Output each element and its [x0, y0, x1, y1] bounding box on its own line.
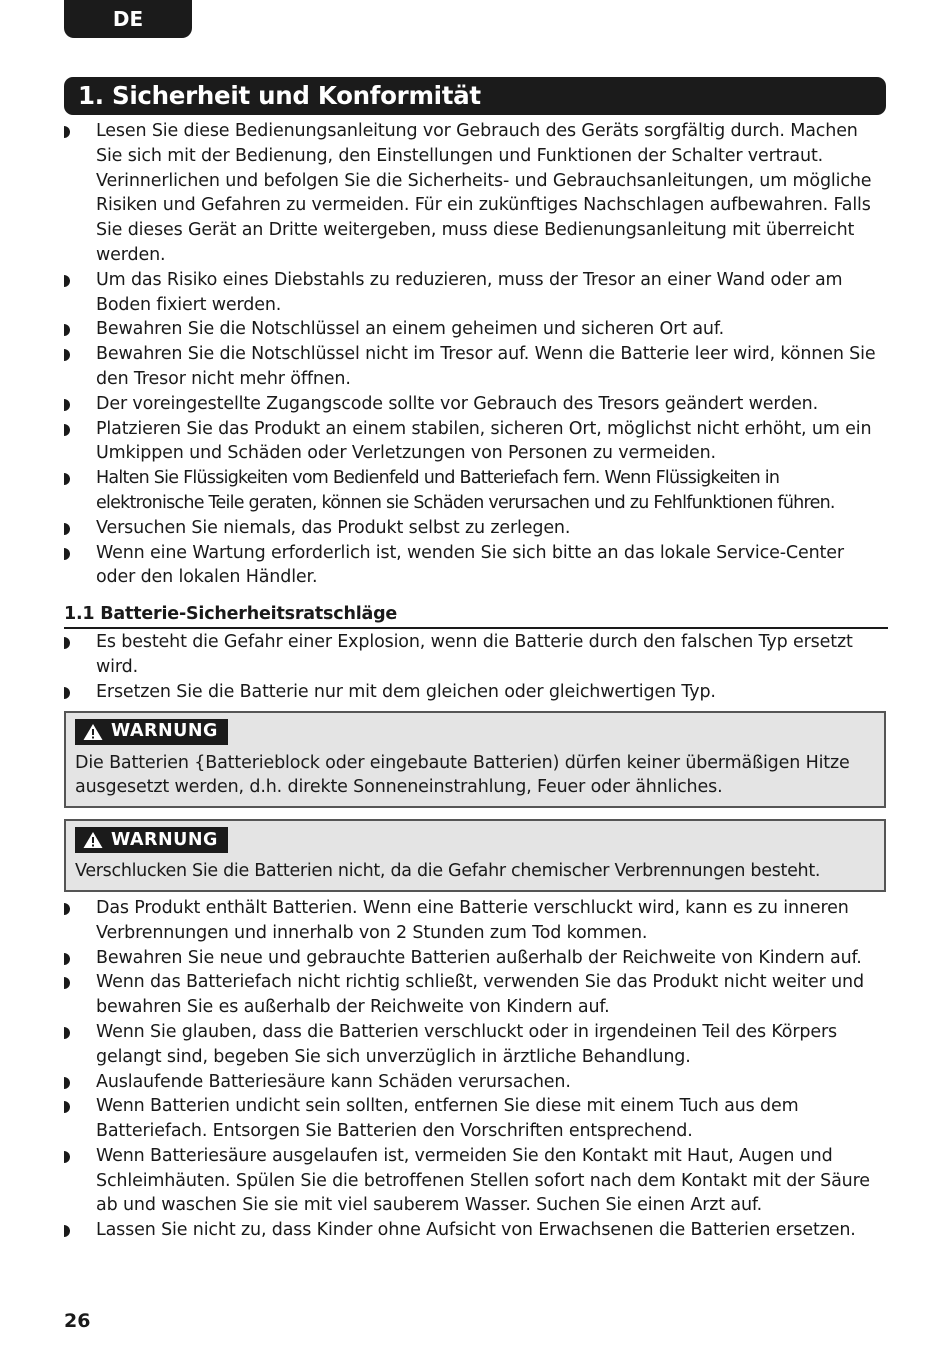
list-item	[64, 317, 888, 342]
list-item	[64, 541, 888, 591]
list-item	[64, 342, 888, 392]
language-tab: DE	[64, 0, 192, 38]
warning-box	[64, 819, 886, 892]
list-item	[64, 1020, 888, 1070]
bullet-icon	[64, 1077, 70, 1089]
list-item-text: Das Produkt enthält Batterien. Wenn eine Batterie verschluckt wird, kann es zu inneren Verbrennungen und innerhalb von 2 Stunden zum Tod kommen.	[96, 897, 849, 943]
bullet-icon	[64, 637, 70, 649]
list-item-text: Platzieren Sie das Produkt an einem stabilen, sicheren Ort, möglichst nicht erhöht, um ein Umkippen und Schäden oder Verletzungen von Personen zu vermeiden.	[96, 418, 872, 464]
list-item	[64, 516, 888, 541]
warning-label-text: WARNUNG	[111, 829, 218, 850]
battery-section-heading: 1.1 Batterie-Sicherheitsratschläge	[64, 602, 888, 629]
list-item	[64, 630, 888, 680]
warning-text: Die Batterien {Batterieblock oder eingebaute Batterien) dürfen keiner übermäßigen Hitze ausgesetzt werden, d.h. direkte Sonneneinstrahlung, Feuer oder ähnliches.	[75, 752, 850, 798]
warning-triangle-icon	[83, 831, 103, 849]
list-item	[64, 1070, 888, 1095]
list-item-text: Wenn eine Wartung erforderlich ist, wenden Sie sich bitte an das lokale Service-Center oder den lokalen Händler.	[96, 542, 844, 588]
warning-box	[64, 711, 886, 809]
bullet-icon	[64, 548, 70, 560]
list-item-text: Bewahren Sie die Notschlüssel an einem geheimen und sicheren Ort auf.	[96, 319, 724, 340]
bullet-icon	[64, 424, 70, 436]
bullet-icon	[64, 349, 70, 361]
page-number: 26	[64, 1310, 91, 1332]
list-item-text: Um das Risiko eines Diebstahls zu reduzieren, muss der Tresor an einer Wand oder am Boden fixiert werden.	[96, 269, 843, 315]
list-item-text: Wenn das Batteriefach nicht richtig schließt, verwenden Sie das Produkt nicht weiter und bewahren Sie es außerhalb der Reichweite von Kindern auf.	[96, 972, 864, 1018]
list-item-text: Lesen Sie diese Bedienungsanleitung vor Gebrauch des Geräts sorgfältig durch. Machen Sie sich mit der Bedienung, den Einstellungen und Funktionen der Schalter vertraut. Verinnerlichen und befolgen Sie die Sicherheits- und Gebrauchsanleitungen, um mögliche Risiken und Gefahren zu vermeiden. Für ein zukünftiges Nachschlagen aufbewahren. Falls Sie dieses Gerät an Dritte weitergeben, muss diese Bedienungsanleitung mit überreicht werden.	[96, 121, 872, 265]
list-item	[64, 268, 888, 318]
list-item-text: Versuchen Sie niemals, das Produkt selbst zu zerlegen.	[96, 517, 571, 538]
safety-list	[64, 119, 888, 590]
list-item-text: Es besteht die Gefahr einer Explosion, wenn die Batterie durch den falschen Typ ersetzt wird.	[96, 632, 853, 677]
bullet-icon	[64, 399, 70, 411]
list-item-text: Wenn Batterien undicht sein sollten, entfernen Sie diese mit einem Tuch aus dem Batteriefach. Entsorgen Sie Batterien den Vorschriften entsprechend.	[96, 1096, 799, 1142]
list-item	[64, 417, 888, 467]
list-item	[64, 970, 888, 1020]
bullet-icon	[64, 1225, 70, 1237]
list-item	[64, 680, 888, 705]
bullet-icon	[64, 324, 70, 336]
list-item-text: Bewahren Sie neue und gebrauchte Batterien außerhalb der Reichweite von Kindern auf.	[96, 947, 862, 968]
bullet-icon	[64, 903, 70, 915]
list-item-text: Bewahren Sie die Notschlüssel nicht im Tresor auf. Wenn die Batterie leer wird, können Sie den Tresor nicht mehr öffnen.	[96, 344, 876, 389]
list-item	[64, 466, 888, 516]
list-item	[64, 392, 888, 417]
list-item	[64, 119, 888, 268]
bullet-icon	[64, 473, 70, 485]
list-item	[64, 1144, 888, 1218]
warning-label	[75, 827, 228, 853]
list-item	[64, 1218, 888, 1243]
bullet-icon	[64, 126, 70, 138]
section-title: 1. Sicherheit und Konformität	[64, 77, 886, 115]
warning-label-text: WARNUNG	[111, 721, 218, 742]
list-item-text: Wenn Batteriesäure ausgelaufen ist, vermeiden Sie den Kontakt mit Haut, Augen und Schleimhäuten. Spülen Sie die betroffenen Stellen sofort nach dem Kontakt mit der Säure ab und waschen Sie sie mit viel sauberem Wasser. Suchen Sie einen Arzt auf.	[96, 1145, 870, 1216]
list-item-text: Der voreingestellte Zugangscode sollte vor Gebrauch des Tresors geändert werden.	[96, 393, 819, 414]
page-content	[64, 119, 888, 1243]
warning-label	[75, 719, 228, 745]
list-item-text: Lassen Sie nicht zu, dass Kinder ohne Aufsicht von Erwachsenen die Batterien ersetzen.	[96, 1220, 856, 1241]
list-item-text: Wenn Sie glauben, dass die Batterien verschluckt oder in irgendeinen Teil des Körpers gelangt sind, begeben Sie sich unverzüglich in ärztliche Behandlung.	[96, 1021, 837, 1067]
list-item	[64, 896, 888, 946]
list-item-text: Halten Sie Flüssigkeiten vom Bedienfeld und Batteriefach fern. Wenn Flüssigkeiten in elektronische Teile geraten, können sie Schäden verursachen und zu Fehlfunktionen führen.	[96, 468, 835, 513]
warning-text: Verschlucken Sie die Batterien nicht, da die Gefahr chemischer Verbrennungen besteht.	[75, 861, 821, 882]
bullet-icon	[64, 275, 70, 287]
bullet-icon	[64, 1151, 70, 1163]
battery-intro-list	[64, 630, 888, 704]
bullet-icon	[64, 953, 70, 965]
bullet-icon	[64, 1101, 70, 1113]
bullet-icon	[64, 687, 70, 699]
bullet-icon	[64, 1027, 70, 1039]
list-item	[64, 946, 888, 971]
list-item	[64, 1094, 888, 1144]
list-item-text: Ersetzen Sie die Batterie nur mit dem gleichen oder gleichwertigen Typ.	[96, 681, 716, 702]
bullet-icon	[64, 523, 70, 535]
battery-safety-list	[64, 896, 888, 1243]
bullet-icon	[64, 977, 70, 989]
list-item-text: Auslaufende Batteriesäure kann Schäden verursachen.	[96, 1071, 571, 1092]
warning-triangle-icon	[83, 723, 103, 741]
